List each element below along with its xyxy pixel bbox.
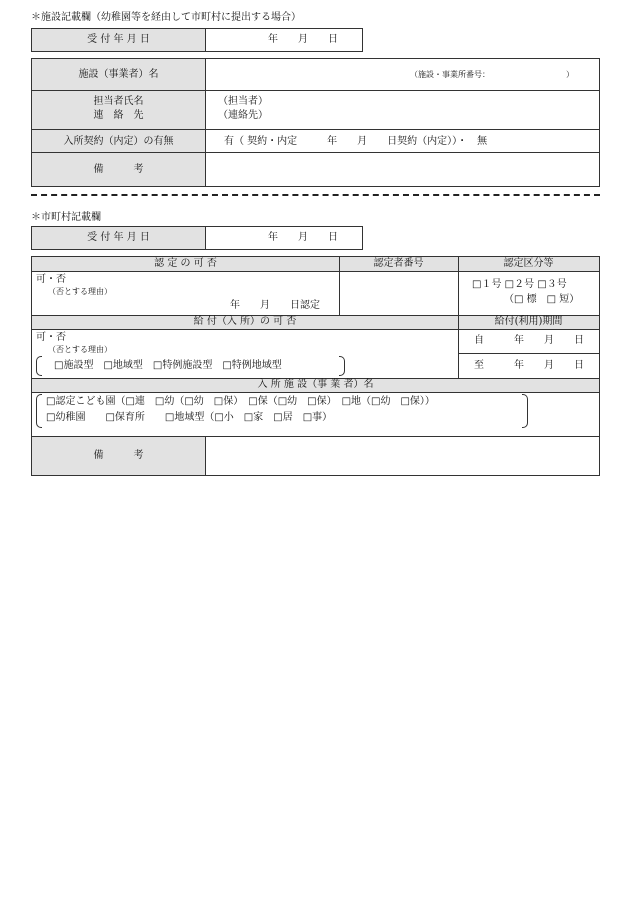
- contact-person-label: 担当者氏名: [93, 96, 144, 107]
- admission-options-line2[interactable]: □幼稚園 □保育所 □地域型（□小 □家 □居 □事）: [46, 412, 333, 423]
- cert-date: 年 月 日認定: [230, 300, 320, 311]
- facility-name-label: 施設（事業者）名: [78, 69, 159, 80]
- receipt-date-label-cell: [31, 28, 206, 52]
- receipt-date-value: 年 月 日: [268, 34, 338, 45]
- contract-value[interactable]: 有（ 契約・内定 年 月 日契約（内定））・ 無: [224, 136, 488, 147]
- cert-number-header: 認定者番号: [373, 258, 424, 269]
- receipt-date-label: 受 付 年 月 日: [87, 34, 150, 45]
- facility-table: [31, 58, 600, 187]
- cut-line-divider: [31, 194, 600, 196]
- receipt-date-field[interactable]: [205, 28, 363, 52]
- muni-remarks-row: [31, 436, 600, 476]
- municipality-section-title: ＊市町村記載欄: [31, 212, 101, 223]
- right-bracket: [522, 394, 528, 428]
- cert-class-options[interactable]: □１号 □２号 □３号: [472, 279, 567, 290]
- remarks-label: 備 考: [93, 164, 144, 175]
- contract-label: 入所契約（内定）の有無: [63, 136, 174, 147]
- cert-class-header: 認定区分等: [503, 258, 554, 269]
- remarks-field[interactable]: [206, 153, 598, 185]
- muni-receipt-date-label: 受 付 年 月 日: [87, 232, 150, 243]
- benefit-reason-label: （否とする理由）: [48, 345, 112, 354]
- cert-number-field[interactable]: [340, 272, 457, 314]
- cert-header: 認 定 の 可 否: [154, 258, 217, 269]
- contact-info-field[interactable]: （連絡先）: [218, 110, 268, 121]
- benefit-header: 給 付（入 所）の 可 否: [193, 316, 297, 327]
- admission-options-line1[interactable]: □認定こども園（□連 □幼（□幼 □保） □保（□幼 □保） □地（□幼 □保））: [46, 396, 435, 407]
- muni-receipt-date-label-cell: [31, 226, 206, 250]
- contact-person-field[interactable]: （担当者）: [218, 96, 268, 107]
- facility-number-text: （施設・事業所番号： ）: [410, 70, 574, 79]
- benefit-type-options[interactable]: □施設型 □地域型 □特例施設型 □特例地域型: [54, 360, 282, 371]
- left-bracket: [36, 394, 42, 428]
- facility-section-title: ＊施設記載欄（幼稚園等を経由して市町村に提出する場合）: [31, 12, 301, 23]
- cert-duration-options[interactable]: （□ 標 □ 短）: [504, 294, 580, 305]
- municipality-table: [31, 256, 600, 437]
- right-bracket: [339, 356, 345, 376]
- benefit-period-header: 給付(利用)期間: [494, 316, 563, 327]
- muni-receipt-date-field[interactable]: [205, 226, 363, 250]
- benefit-approval-choice[interactable]: 可・否: [36, 332, 66, 343]
- muni-remarks-field[interactable]: [206, 437, 598, 475]
- period-from[interactable]: 自 年 月 日: [474, 335, 584, 346]
- cert-approval-choice[interactable]: 可・否: [36, 274, 66, 285]
- cert-reason-label: （否とする理由）: [48, 287, 112, 296]
- muni-remarks-label: 備 考: [93, 450, 144, 461]
- admission-header: 入 所 施 設（事 業 者）名: [257, 379, 374, 390]
- muni-receipt-date-value: 年 月 日: [268, 232, 338, 243]
- left-bracket: [36, 356, 42, 376]
- contact-info-label: 連 絡 先: [93, 110, 144, 121]
- period-to[interactable]: 至 年 月 日: [474, 360, 584, 371]
